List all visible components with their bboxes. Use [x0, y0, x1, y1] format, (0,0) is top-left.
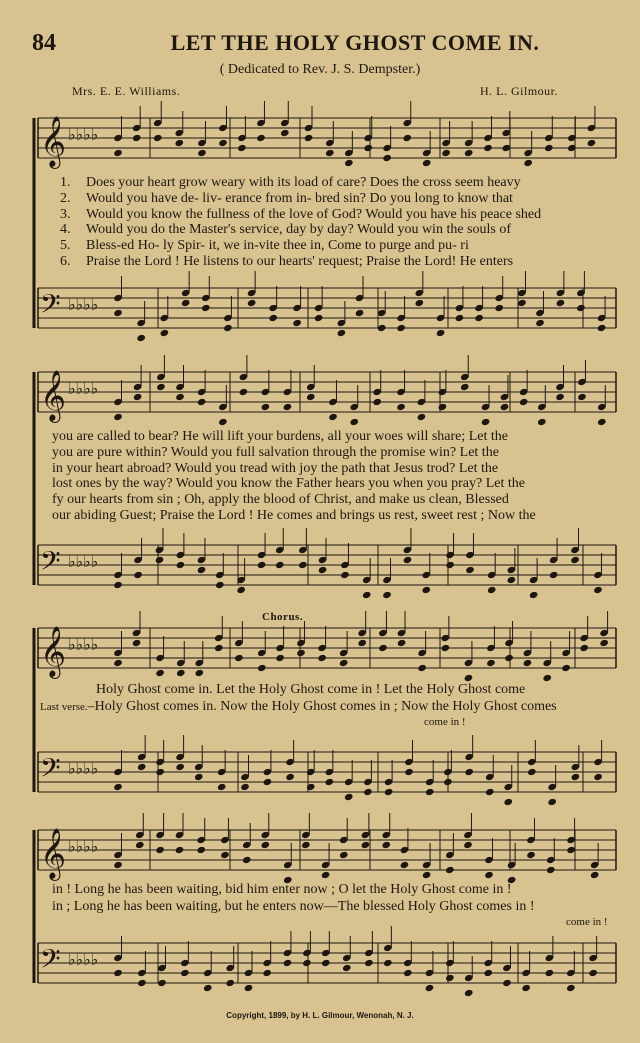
verses-part1 — [60, 175, 620, 270]
note-head — [337, 329, 347, 337]
bass-note-come-in-2: come in ! — [566, 916, 608, 928]
note-head — [113, 969, 123, 977]
note-head — [244, 984, 254, 992]
note-head — [160, 329, 170, 337]
note-head — [340, 571, 350, 579]
note-head — [441, 644, 451, 652]
treble-clef-icon: 𝄞 — [40, 627, 67, 676]
note-head — [502, 979, 512, 987]
note-head — [464, 674, 474, 682]
note-head — [384, 788, 394, 796]
key-signature-flats: ♭♭♭♭ — [68, 637, 99, 654]
note-head — [357, 639, 367, 647]
chorus-label: Chorus. — [262, 611, 304, 623]
note-head — [484, 871, 494, 879]
note-head — [526, 851, 536, 859]
note-head — [487, 586, 497, 594]
key-signature-flats: ♭♭♭♭ — [68, 839, 99, 856]
note-head — [339, 659, 349, 667]
note-head — [555, 393, 565, 401]
note-head — [155, 556, 165, 564]
note-head — [504, 654, 514, 662]
note-head — [519, 398, 529, 406]
note-head — [175, 846, 185, 854]
note-head — [298, 561, 308, 569]
note-head — [197, 566, 207, 574]
chorus-last-verse-1: Last verse.–Holy Ghost comes in. Now the Holy Ghost comes in ; Now the Holy Ghost comes — [40, 699, 557, 714]
note-head — [217, 783, 227, 791]
note-head — [529, 591, 539, 599]
note-head — [321, 871, 331, 879]
note-head — [328, 413, 338, 421]
verse-line: 1. Does your heart grow weary with its load of care? Does the cross seem heavy — [60, 175, 521, 190]
note-head — [342, 964, 352, 972]
note-head — [314, 314, 324, 322]
note-head — [355, 309, 365, 317]
note-head — [180, 969, 190, 977]
treble-clef-icon: 𝄞 — [40, 117, 67, 166]
note-head — [535, 319, 545, 327]
note-head — [579, 644, 589, 652]
note-head — [537, 418, 547, 426]
note-head — [397, 639, 407, 647]
note-head — [257, 664, 267, 672]
note-head — [566, 984, 576, 992]
note-head — [485, 788, 495, 796]
note-head — [486, 659, 496, 667]
note-head — [481, 418, 491, 426]
note-head — [296, 649, 306, 657]
note-head — [318, 566, 328, 574]
note-head — [175, 763, 185, 771]
note-head — [587, 139, 597, 147]
verse-line: 3. Would you know the fullness of the love of God? Would you have his peace shed — [60, 206, 542, 222]
chorus-line-1: Holy Ghost come in. Let the Holy Ghost come in ! Let the Holy Ghost come — [96, 682, 526, 697]
note-head — [155, 669, 165, 677]
note-head — [242, 856, 252, 864]
hymn-title: LET THE HOLY GHOST COME IN. — [170, 30, 540, 55]
verse-line: fy our hearts from sin ; Oh, apply the blood of Christ, and make us clean, Blessed — [52, 492, 509, 508]
key-signature-flats: ♭♭♭♭ — [68, 554, 99, 571]
note-head — [549, 571, 559, 579]
note-head — [135, 841, 145, 849]
note-head — [292, 319, 302, 327]
note-head — [220, 851, 230, 859]
verse-line: you are pure within? Would you full salvation through the promise win? Let the — [52, 444, 499, 460]
note-head — [378, 644, 388, 652]
note-head — [507, 576, 517, 584]
verse-line: you are called to bear? He will lift your burdens, all your woes will share; Let the — [52, 429, 509, 444]
note-head — [174, 139, 184, 147]
note-head — [197, 149, 207, 157]
note-head — [523, 159, 533, 167]
bass-clef-icon: 𝄢 — [40, 753, 61, 789]
note-head — [517, 299, 527, 307]
note-head — [455, 314, 465, 322]
note-head — [566, 846, 576, 854]
note-head — [445, 974, 455, 982]
note-head — [196, 846, 206, 854]
note-head — [194, 773, 204, 781]
note-head — [302, 959, 312, 967]
note-head — [597, 324, 607, 332]
note-head — [132, 639, 142, 647]
copyright: Copyright, 1899, by H. L. Gilmour, Wenonah, N. J. — [226, 1011, 414, 1020]
note-head — [593, 773, 603, 781]
note-head — [157, 979, 167, 987]
verse-line: lost ones by the way? Would you know the Father hears you when you pray? Let the — [52, 476, 525, 492]
note-head — [403, 556, 413, 564]
note-head — [344, 793, 354, 801]
note-head — [542, 674, 552, 682]
key-signature-flats: ♭♭♭♭ — [68, 297, 99, 314]
note-head — [383, 959, 393, 967]
note-head — [396, 403, 406, 411]
note-head — [545, 969, 555, 977]
bass-clef-icon: 𝄢 — [40, 546, 61, 582]
note-head — [156, 383, 166, 391]
note-head — [325, 778, 335, 786]
note-head — [436, 329, 446, 337]
note-head — [381, 841, 391, 849]
note-head — [113, 581, 123, 589]
note-head — [483, 144, 493, 152]
note-head — [404, 768, 414, 776]
note-head — [577, 393, 587, 401]
note-head — [425, 984, 435, 992]
verse-line: our abiding Guest; Praise the Lord ! He comes and brings us rest, sweet rest ; Now the — [52, 507, 536, 523]
note-head — [361, 841, 371, 849]
note-head — [494, 304, 504, 312]
note-head — [527, 768, 537, 776]
note-head — [438, 403, 448, 411]
note-head — [306, 783, 316, 791]
note-head — [240, 783, 250, 791]
note-head — [153, 134, 163, 142]
note-head — [285, 773, 295, 781]
verse-line: 6. Praise the Lord ! He listens to our hearts' request; Praise the Lord! He enters — [60, 253, 514, 269]
note-head — [257, 561, 267, 569]
note-head — [113, 861, 123, 869]
note-head — [136, 334, 146, 342]
dedication: ( Dedicated to Rev. J. S. Dempster.) — [219, 62, 421, 77]
note-head — [425, 788, 435, 796]
note-head — [523, 659, 533, 667]
note-head — [197, 398, 207, 406]
bass-note-come-in: come in ! — [424, 716, 466, 728]
note-head — [176, 561, 186, 569]
note-head — [544, 144, 554, 152]
note-head — [417, 664, 427, 672]
key-signature-flats: ♭♭♭♭ — [68, 761, 99, 778]
note-head — [422, 159, 432, 167]
key-signature-flats: ♭♭♭♭ — [68, 381, 99, 398]
note-head — [363, 144, 373, 152]
note-head — [280, 129, 290, 137]
verse-line: 2. Would you have de- liv- erance from in- bred sin? Do you long to know that — [60, 190, 513, 206]
key-signature-flats: ♭♭♭♭ — [68, 127, 99, 144]
note-head — [396, 324, 406, 332]
note-head — [317, 654, 327, 662]
note-head — [474, 314, 484, 322]
note-head — [445, 561, 455, 569]
note-head — [113, 309, 123, 317]
note-head — [465, 566, 475, 574]
verse-line: 5. Bless-ed Ho- ly Spir- it, we in-vite thee in, Come to purge and pu- ri — [60, 238, 469, 254]
note-head — [176, 669, 186, 677]
note-head — [460, 383, 470, 391]
note-head — [599, 639, 609, 647]
note-head — [137, 763, 147, 771]
note-head — [133, 393, 143, 401]
note-head — [175, 393, 185, 401]
note-head — [113, 413, 123, 421]
note-head — [218, 139, 228, 147]
note-head — [261, 403, 271, 411]
note-head — [588, 969, 598, 977]
note-head — [445, 866, 455, 874]
verse-line: 4. Would you do the Master's service, day by day? Would you win the souls of — [60, 222, 511, 238]
note-head — [363, 788, 373, 796]
note-head — [403, 969, 413, 977]
note-head — [500, 403, 510, 411]
note-head — [325, 149, 335, 157]
note-head — [339, 851, 349, 859]
note-head — [203, 984, 213, 992]
note-head — [415, 299, 425, 307]
note-head — [239, 388, 249, 396]
bass-clef-icon: 𝄢 — [40, 289, 61, 325]
note-head — [464, 768, 474, 776]
note-head — [201, 304, 211, 312]
note-head — [503, 798, 513, 806]
note-head — [304, 134, 314, 142]
note-head — [155, 768, 165, 776]
note-head — [113, 783, 123, 791]
bass-clef-icon: 𝄢 — [40, 944, 61, 980]
author: Mrs. E. E. Williams. — [72, 84, 181, 98]
note-head — [223, 324, 233, 332]
composer: H. L. Gilmour. — [480, 84, 558, 98]
note-head — [155, 846, 165, 854]
verse-line: in your heart abroad? Would you tread with joy the path that Jesus trod? Let the — [52, 460, 499, 476]
note-head — [561, 664, 571, 672]
note-head — [306, 393, 316, 401]
note-head — [464, 149, 474, 157]
note-head — [263, 778, 273, 786]
note-head — [382, 591, 392, 599]
note-head — [597, 418, 607, 426]
note-head — [247, 299, 257, 307]
note-head — [483, 969, 493, 977]
chorus-line-2: in ! Long he has been waiting, bid him enter now ; O let the Holy Ghost come in ! — [52, 882, 512, 897]
treble-clef-icon: 𝄞 — [40, 371, 67, 420]
note-head — [301, 841, 311, 849]
note-head — [275, 654, 285, 662]
note-head — [576, 304, 586, 312]
note-head — [113, 149, 123, 157]
note-head — [215, 581, 225, 589]
note-head — [218, 418, 228, 426]
note-head — [417, 413, 427, 421]
note-head — [283, 959, 293, 967]
chorus-last-verse-2: in ; Long he has been waiting, but he enters now—The blessed Holy Ghost comes in ! — [52, 899, 535, 914]
note-head — [443, 778, 453, 786]
note-head — [547, 798, 557, 806]
note-head — [194, 669, 204, 677]
note-head — [349, 418, 359, 426]
note-head — [234, 654, 244, 662]
verses-part2 — [52, 429, 620, 524]
treble-clef-icon: 𝄞 — [40, 829, 67, 878]
note-head — [364, 959, 374, 967]
note-head — [262, 969, 272, 977]
note-head — [400, 861, 410, 869]
note-head — [463, 841, 473, 849]
note-head — [546, 866, 556, 874]
note-head — [344, 159, 354, 167]
note-head — [225, 979, 235, 987]
note-head — [421, 586, 431, 594]
note-head — [133, 571, 143, 579]
note-head — [261, 841, 271, 849]
page-number: 84 — [32, 30, 56, 56]
note-head — [521, 984, 531, 992]
note-head — [237, 144, 247, 152]
note-head — [570, 556, 580, 564]
note-head — [362, 591, 372, 599]
note-head — [402, 134, 412, 142]
note-head — [275, 561, 285, 569]
note-head — [556, 299, 566, 307]
note-head — [321, 959, 331, 967]
key-signature-flats: ♭♭♭♭ — [68, 952, 99, 969]
note-head — [283, 403, 293, 411]
note-head — [464, 989, 474, 997]
note-head — [441, 149, 451, 157]
note-head — [590, 871, 600, 879]
note-head — [137, 979, 147, 987]
note-head — [181, 299, 191, 307]
note-head — [113, 659, 123, 667]
note-head — [422, 871, 432, 879]
note-head — [593, 586, 603, 594]
note-head — [236, 586, 246, 594]
note-head — [382, 154, 392, 162]
note-head — [256, 134, 266, 142]
note-head — [372, 398, 382, 406]
note-head — [214, 644, 224, 652]
note-head — [268, 314, 278, 322]
note-head — [571, 773, 581, 781]
note-head — [132, 134, 142, 142]
